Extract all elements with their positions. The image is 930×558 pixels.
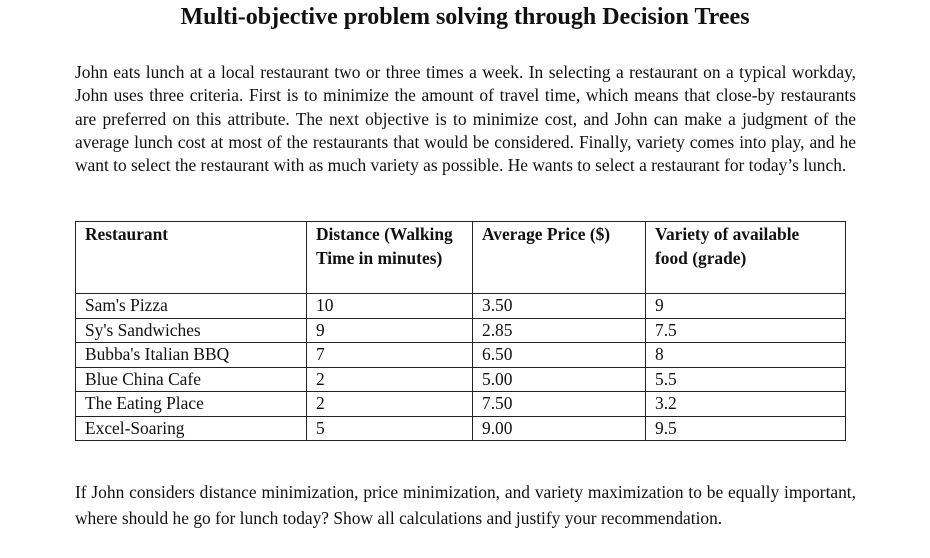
cell-variety: 9: [646, 294, 846, 319]
cell-price: 2.85: [473, 318, 646, 343]
cell-price: 6.50: [473, 343, 646, 368]
table-row: [76, 294, 846, 319]
table-row: [76, 416, 846, 441]
header-restaurant: Restaurant: [76, 222, 307, 294]
cell-restaurant: Sam's Pizza: [76, 294, 307, 319]
cell-price: 9.00: [473, 416, 646, 441]
cell-price: 7.50: [473, 392, 646, 417]
cell-restaurant: Blue China Cafe: [76, 367, 307, 392]
restaurant-table: [75, 221, 846, 441]
header-distance: Distance (Walking Time in minutes): [307, 222, 473, 294]
cell-variety: 8: [646, 343, 846, 368]
cell-restaurant: Excel-Soaring: [76, 416, 307, 441]
cell-variety: 3.2: [646, 392, 846, 417]
cell-distance: 10: [307, 294, 473, 319]
cell-distance: 2: [307, 392, 473, 417]
cell-variety: 5.5: [646, 367, 846, 392]
cell-distance: 2: [307, 367, 473, 392]
table-row: [76, 367, 846, 392]
table-row: [76, 392, 846, 417]
header-price: Average Price ($): [473, 222, 646, 294]
intro-paragraph: John eats lunch at a local restaurant two or three times a week. In selecting a restaurant on a typical workday, John uses three criteria. First is to minimize the amount of travel time, which means that close-by restaurants are preferred on this attribute. The next objective is to minimize cost, and John can make a judgment of the average lunch cost at most of the restaurants that would be considered. Finally, variety comes into play, and he want to select the restaurant with as much variety as possible. He wants to select a restaurant for today’s lunch.: [75, 62, 856, 176]
table-row: [76, 343, 846, 368]
header-variety: Variety of available food (grade): [646, 222, 846, 294]
question-paragraph: If John considers distance minimization, price minimization, and variety maximization to be equally important, where should he go for lunch today? Show all calculations and justify your recommendation.: [75, 482, 856, 528]
cell-restaurant: The Eating Place: [76, 392, 307, 417]
cell-distance: 9: [307, 318, 473, 343]
table-header-row: [76, 222, 846, 294]
cell-price: 5.00: [473, 367, 646, 392]
cell-distance: 5: [307, 416, 473, 441]
cell-restaurant: Sy's Sandwiches: [76, 318, 307, 343]
cell-restaurant: Bubba's Italian BBQ: [76, 343, 307, 368]
cell-variety: 9.5: [646, 416, 846, 441]
cell-price: 3.50: [473, 294, 646, 319]
cell-distance: 7: [307, 343, 473, 368]
cell-variety: 7.5: [646, 318, 846, 343]
page-title: Multi-objective problem solving through Decision Trees: [180, 4, 750, 30]
table-row: [76, 318, 846, 343]
